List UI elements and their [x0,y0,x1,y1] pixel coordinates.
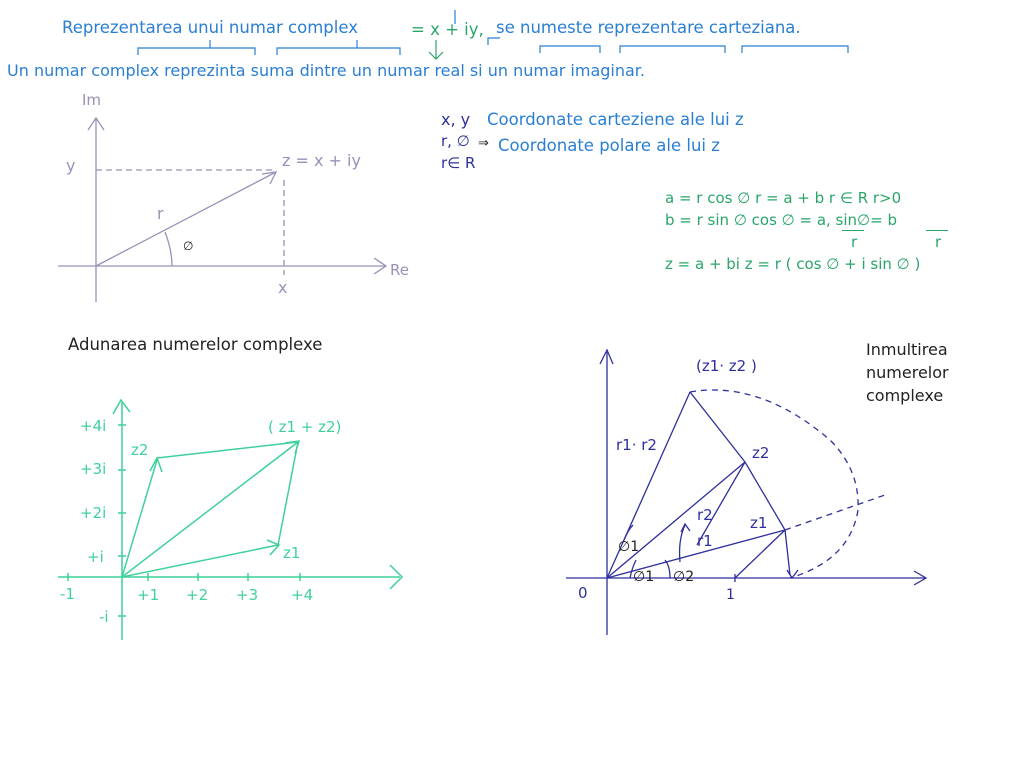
z1-vector [122,545,278,577]
mult-title-2: numerelor [866,363,949,382]
label-x: x [278,278,288,297]
z2-vector [122,460,157,577]
mult-title-3: complexe [866,386,944,405]
label-angle: ∅ [183,239,194,253]
header-subtitle: Un numar complex reprezinta suma dintre un numar real si un numar imaginar. [7,61,645,80]
x-tick-4: +4 [291,586,314,604]
x-tick-1: +1 [137,586,160,604]
xy-label: x, y [441,110,471,129]
mul-origin-label: 0 [578,584,588,602]
polar-label: r, ∅ [441,132,470,150]
cartesian-plane [58,118,386,302]
formula-line4: z = a + bi z = r ( cos ∅ + i sin ∅ ) [665,255,921,273]
z1-to-sum [278,442,298,545]
r1r2-label: r1· r2 [616,436,657,454]
header-title-formula: = x + iy, [411,20,484,39]
x-tick-2: +2 [186,586,209,604]
product-label: (z1· z2 ) [696,357,757,375]
polar-arrow: ⇒ [478,136,489,151]
header-title-part1: Reprezentarea unui numar complex [62,18,358,37]
phi1-lower-label: ∅1 [633,569,655,585]
mult-title-1: Inmultirea [866,340,948,359]
r-in-R: r∈ R [441,154,476,172]
mul-z2-label: z2 [752,444,770,462]
tri-3 [690,392,745,462]
angle-arc [165,232,172,266]
mul-r1-label: r1 [697,532,713,550]
axis-im-label: Im [82,91,102,109]
y-tick-neg-i: -i [99,608,109,626]
y-tick-i: +i [87,548,104,566]
dashed-line [785,495,885,530]
xy-desc: Coordonate carteziene ale lui z [487,110,744,129]
formula-denominator-2: r [935,233,942,251]
axis-re-label: Re [390,261,409,279]
formula-denominator-1: r [851,233,858,251]
formula-line1: a = r cos ∅ r = a + b r ∈ R r>0 [665,189,902,207]
polar-desc: Coordonate polare ale lui z [498,136,720,155]
sum-label: ( z1 + z2) [268,418,342,436]
formula-line2: b = r sin ∅ cos ∅ = a, sin∅= b [665,211,897,229]
sum-vector [122,442,301,577]
mul-r2-label: r2 [697,506,713,524]
label-z: z = x + iy [282,151,361,170]
dashed-curve [690,390,858,578]
header-title-part2: se numeste reprezentare carteziana. [496,18,801,37]
mul-z1-label: z1 [750,514,768,532]
z1-label: z1 [283,544,301,562]
addition-title: Adunarea numerelor complexe [68,335,323,354]
label-r: r [157,204,164,223]
x-tick-3: +3 [236,586,259,604]
z2-line [607,462,745,578]
fraction-bar-2 [926,230,948,231]
y-tick-3i: +3i [80,460,107,478]
phi1-upper-label: ∅1 [618,539,640,555]
z2-label: z2 [131,441,149,459]
phi-arc-upper [624,525,633,540]
label-y: y [66,156,76,175]
addition-plane [58,400,402,640]
phi2-label: ∅2 [673,569,695,585]
z2-to-sum [157,442,298,458]
header-formula-arrow [429,40,443,59]
fraction-bar-1 [842,230,864,231]
x-tick-neg1: -1 [60,585,75,603]
mul-one-label: 1 [726,587,735,603]
y-tick-2i: +2i [80,504,107,522]
y-tick-4i: +4i [80,417,107,435]
